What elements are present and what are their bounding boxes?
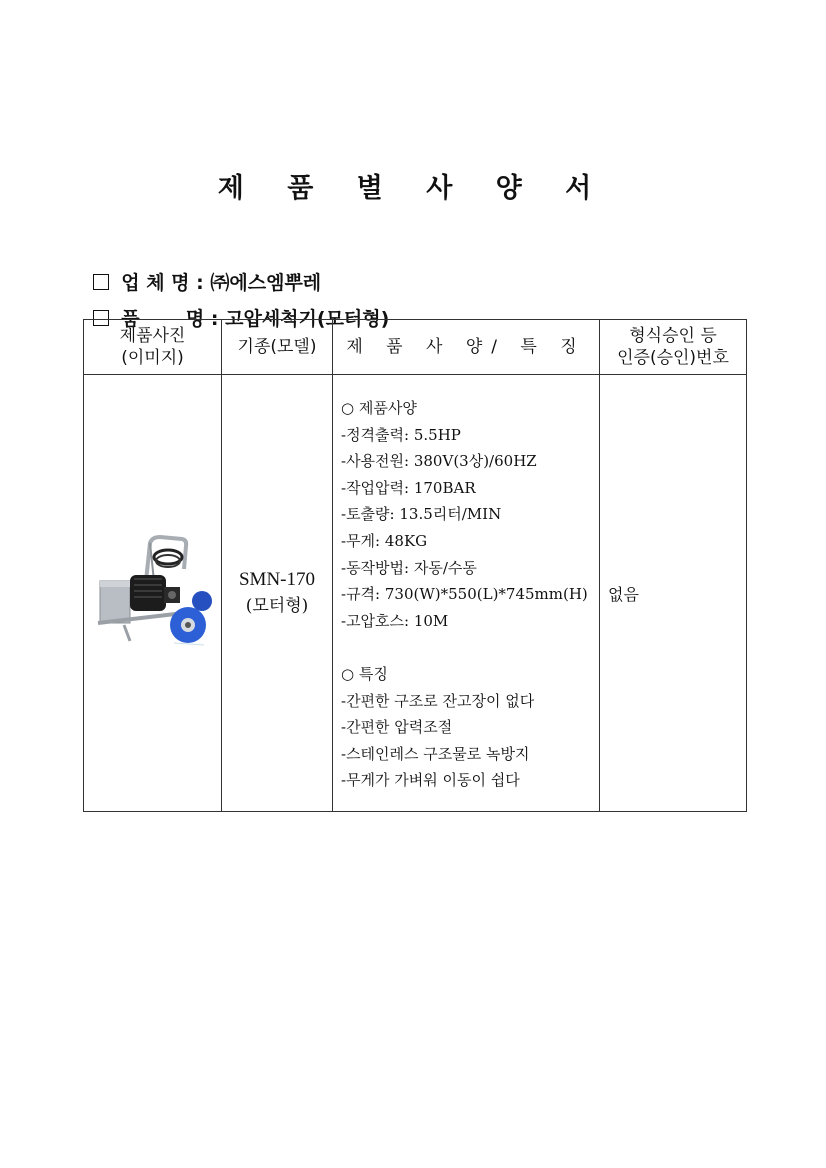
list-item: -토출량: 13.5리터/MIN [341, 505, 502, 524]
model-type: (모터형) [245, 596, 309, 616]
spec-list [341, 422, 599, 635]
product-label: 품 명 [121, 308, 205, 330]
list-item: -동작방법: 자동/수동 [341, 558, 477, 577]
product-separator: : [210, 308, 219, 330]
model-name: SMN-170 [238, 569, 315, 590]
header-spec [333, 320, 600, 375]
spec-heading: ○ 제품사양 [341, 399, 417, 417]
feature-heading: ○ 특징 [341, 664, 388, 683]
table-row [84, 375, 747, 812]
list-item: -작업압력: 170BAR [341, 478, 476, 497]
list-item: -고압호스: 10M [341, 611, 449, 630]
header-photo-line2: (이미지) [121, 348, 184, 368]
header-photo-line1: 제품사진 [119, 326, 186, 346]
list-item: -간편한 압력조절 [341, 718, 453, 737]
company-value: ㈜에스엠뿌레 [210, 272, 322, 294]
list-item: -무게가 가벼워 이동이 쉽다 [341, 771, 520, 790]
spec-table [83, 319, 747, 812]
list-item: -정격출력: 5.5HP [341, 425, 461, 444]
list-item: -사용전원: 380V(3상)/60HZ [341, 452, 537, 471]
table-header-row [84, 320, 747, 375]
company-label: 업 체 명 [121, 272, 190, 294]
list-item: -무게: 48KG [341, 531, 428, 550]
cert-cell: 없음 [600, 375, 747, 812]
document-title: 제 품 별 사 양 서 [217, 173, 609, 204]
header-spec-label: 제 품 사 양/ 특 징 [346, 337, 586, 357]
product-value: 고압세척기(모터형) [225, 308, 390, 330]
spec-cell [333, 375, 600, 812]
list-item: -간편한 구조로 잔고장이 없다 [341, 691, 535, 710]
list-item: -규격: 730(W)*550(L)*745mm(H) [341, 585, 588, 604]
header-model: 기종(모델) [222, 320, 333, 375]
header-cert [600, 320, 747, 375]
product-photo-cell [84, 375, 222, 812]
list-item: -스테인레스 구조물로 녹방지 [341, 744, 530, 763]
header-cert-line2: 인증(승인)번호 [617, 348, 729, 368]
header-cert-line1: 형식승인 등 [629, 326, 717, 346]
pressure-washer-image [94, 531, 212, 651]
company-separator: : [196, 272, 204, 294]
header-photo [84, 320, 222, 375]
feature-list [341, 688, 599, 794]
model-cell [222, 375, 333, 812]
